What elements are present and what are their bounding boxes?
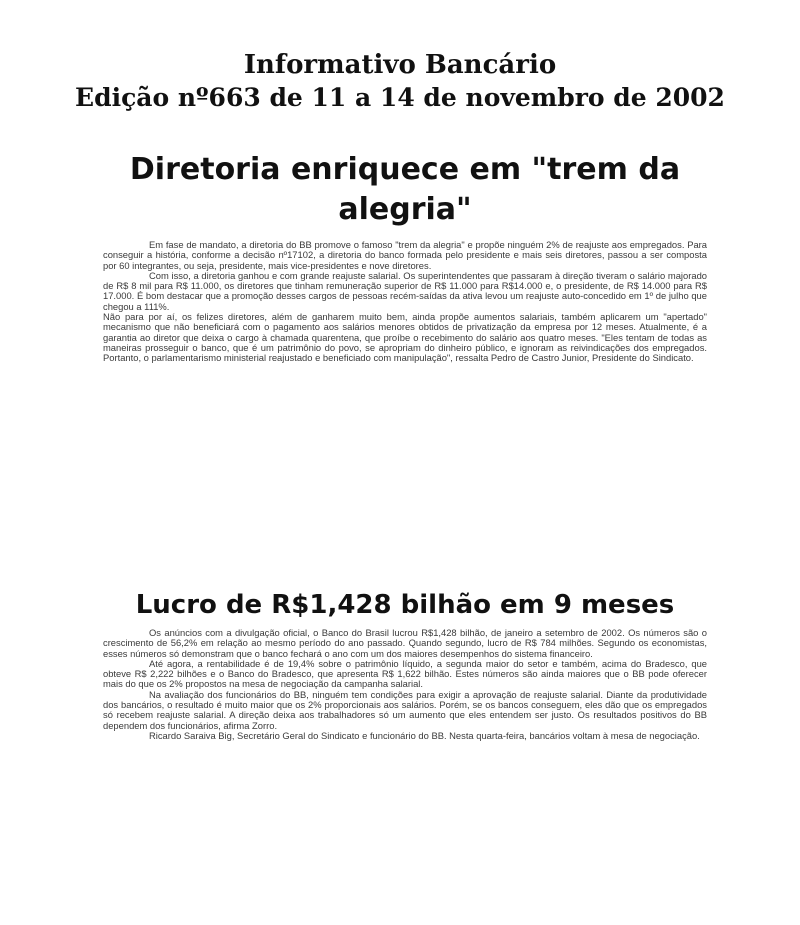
article-2-paragraph-4: Ricardo Saraiva Big, Secretário Geral do Sindicato e funcionário do BB. Nesta quarta-feira, bancários voltam à mesa de negociação. [149, 729, 700, 741]
edition-line: Edição nº663 de 11 a 14 de novembro de 2002 [75, 83, 725, 112]
article-2-paragraph-2: Até agora, a rentabilidade é de 19,4% sobre o patrimônio líquido, a segunda maior do setor e também, acima do Bradesco, que obteve R$ 2,222 bilhões e o Banco do Bradesco, que apresenta R$ 1,622 bilhão. Estes números são ainda maiores que o BB pode oferecer mais do que os 2% propostos na mesa de negociação da campanha salarial. [103, 657, 707, 690]
article-headline-2: Lucro de R$1,428 bilhão em 9 meses [135, 590, 675, 620]
article-2-paragraph-3: Na avaliação dos funcionários do BB, ninguém tem condições para exigir a aprovação de reajuste salarial. Diante da produtividade dos bancários, o resultado é muito maior que os 2% proporcionais aos salários. Porém, se os bancos conseguem, eles dão que os empregados só recebem reajuste salarial. A direção deixa aos trabalhadores só um aumento que eles entendem ser justo. Os resultados positivos do BB dependem dos funcionários, afirma Zorro. [103, 688, 707, 731]
newsletter-title: Informativo Bancário [243, 50, 557, 80]
article-headline-1: Diretoria enriquece em "trem da alegria" [129, 152, 681, 227]
article-1-paragraph-1: Em fase de mandato, a diretoria do BB promove o famoso "trem da alegria" e propõe ninguém 2% de reajuste aos empregados. Para conseguir a história, conforme a decisão nº17102, a diretoria do banco formada pelo presidente e mais seis diretores, passou a ser composta por 60 integrantes, ou seja, presidente, mais vice-presidentes e nove diretores. [103, 239, 707, 271]
article-body-1 [103, 240, 707, 364]
article-1-paragraph-2: Com isso, a diretoria ganhou e com grande reajuste salarial. Os superintendentes que passaram à direção tiveram o salário majorado de R$ 8 mil para R$ 11.000, os diretores que tinham remuneração superior de R$ 11.000 para R$14.000 e, o presidente, de R$ 14.000 para R$ 17.000. É bom destacar que a promoção desses cargos de pessoas recém-saídas da ativa levou um reajuste auto-concedido em 1º de julho que chegou a 111%. [103, 269, 707, 312]
article-body-2 [103, 628, 707, 741]
article-1-paragraph-3: Não para por aí, os felizes diretores, além de ganharem muito bem, ainda propõe aumentos salariais, também aplicarem um "apertado" mecanismo que não beneficiará com o pagamento aos salários menores obtidos de privatização da empresa por 12 meses. Atualmente, é a garantia ao diretor que deixa o cargo à chamada quarentena, que proíbe o recebimento do salário aos quatro meses. "Eles tentam de todas as maneiras prosseguir o banco, que é um patrimônio do povo, se apropriam do dinheiro público, e ignoram as reivindicações dos empregados. Portanto, o parlamentarismo ministerial reajustado e beneficiado com manipulação", ressalta Pedro de Castro Junior, Presidente do Sindicato. [103, 311, 707, 364]
article-2-paragraph-1: Os anúncios com a divulgação oficial, o Banco do Brasil lucrou R$1,428 bilhão, de janeiro a setembro de 2002. Os números são o crescimento de 56,2% em relação ao mesmo período do ano passado. Quando segundo, lucro de R$ 784 milhões. Segundo os economistas, esses números só demonstram que o banco fechará o ano com um dos maiores desempenhos do sistema financeiro. [103, 627, 707, 659]
